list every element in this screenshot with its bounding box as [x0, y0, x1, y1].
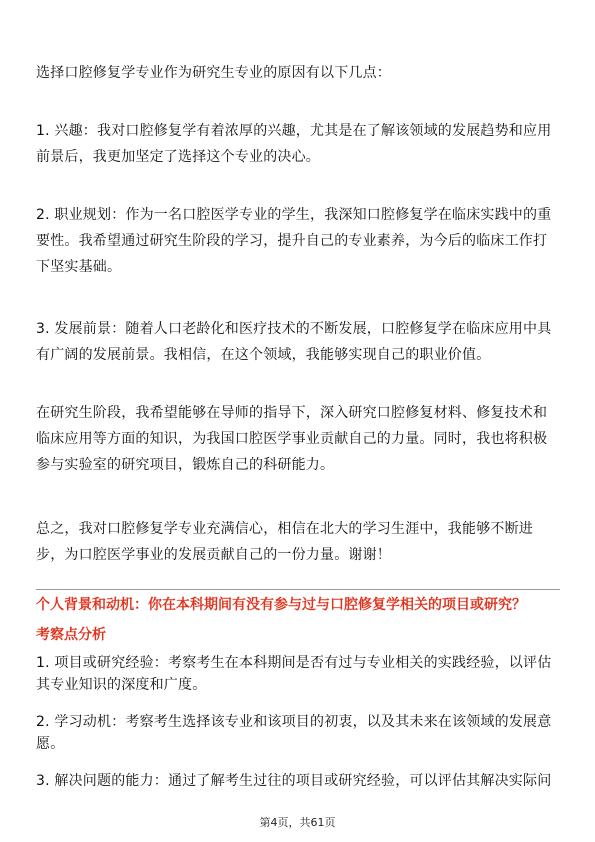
analysis-heading: 考察点分析 [36, 627, 106, 643]
reason-interest: 1. 兴趣：我对口腔修复学有着浓厚的兴趣，尤其是在了解该领域的发展趋势和应用前景后，我更加坚定了选择这个专业的决心。 [36, 123, 552, 165]
reason-prospect: 3. 发展前景：随着人口老龄化和医疗技术的不断发展，口腔修复学在临床应用中具有广阔的发展前景。我相信，在这个领域，我能够实现自己的职业价值。 [36, 321, 552, 363]
study-plan-paragraph: 在研究生阶段，我希望能够在导师的指导下，深入研究口腔修复材料、修复技术和临床应用等方面的知识，为我国口腔医学事业贡献自己的力量。同时，我也将积极参与实验室的研究项目，锻炼自己的科研能力。 [36, 405, 548, 473]
analysis-point-problem-solving: 3. 解决问题的能力：通过了解考生过往的项目或研究经验，可以评估其解决实际问 [36, 773, 552, 789]
analysis-point-motivation: 2. 学习动机：考察考生选择该专业和该项目的初衷，以及其未来在该领域的发展意愿。 [36, 714, 552, 752]
page-number: 第4页，共61页 [259, 816, 336, 829]
section-divider [36, 589, 560, 590]
conclusion-paragraph: 总之，我对口腔修复学专业充满信心，相信在北大的学习生涯中，我能够不断进步，为口腔医学事业的发展贡献自己的一份力量。谢谢！ [36, 521, 533, 563]
analysis-point-experience: 1. 项目或研究经验：考察考生在本科期间是否有过与专业相关的实践经验，以评估其专业知识的深度和广度。 [36, 655, 552, 693]
intro-paragraph: 选择口腔修复学专业作为研究生专业的原因有以下几点： [36, 65, 391, 81]
interview-question: 个人背景和动机：你在本科期间有没有参与过与口腔修复学相关的项目或研究？ [36, 597, 526, 613]
reason-career: 2. 职业规划：作为一名口腔医学专业的学生，我深知口腔修复学在临床实践中的重要性。我希望通过研究生阶段的学习，提升自己的专业素养，为今后的临床工作打下坚实基础。 [36, 207, 552, 275]
